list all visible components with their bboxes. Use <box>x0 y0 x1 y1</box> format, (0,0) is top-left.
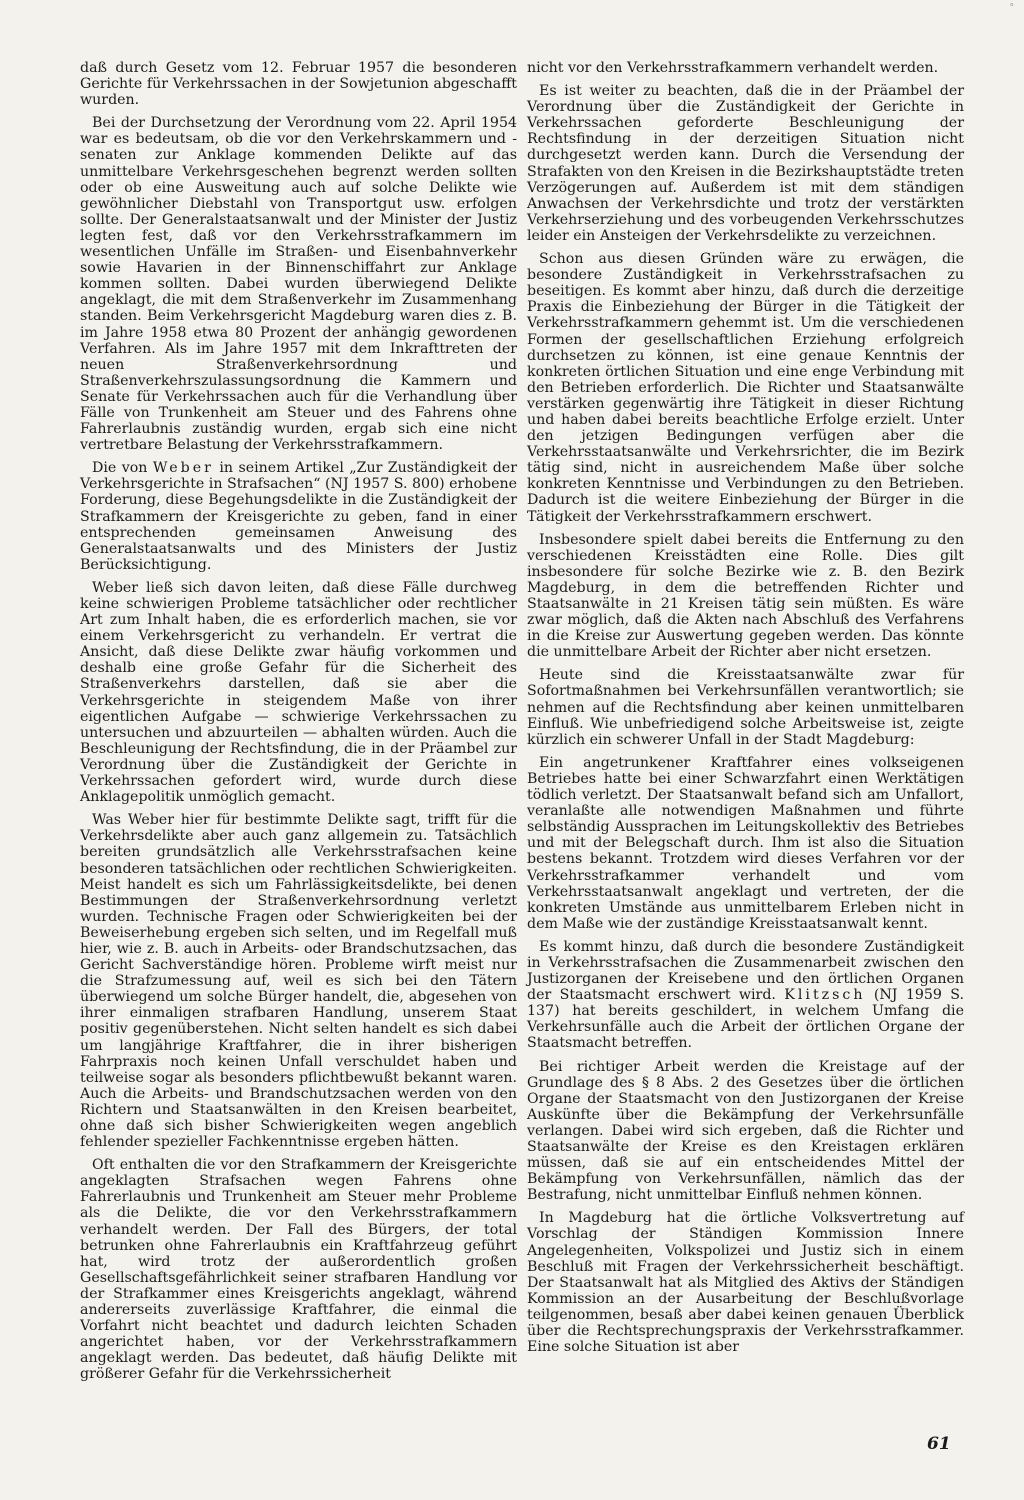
paragraph: Heute sind die Kreisstaatsanwälte zwar für Sofortmaßnahmen bei Verkehrsunfällen verantwortlich; sie nehmen auf die Rechtsfindung aber keinen unmittelbaren Einfluß. Wie unbefriedigend solche Arbeitsweise ist, zeigte kürzlich ein schwerer Unfall in der Stadt Magdeburg: <box>527 667 964 748</box>
paragraph: nicht vor den Verkehrsstrafkammern verhandelt werden. <box>527 60 939 76</box>
right-column <box>527 60 964 1362</box>
paragraph: Ein angetrunkener Kraftfahrer eines volkseigenen Betriebes hatte bei einer Schwarzfahrt einen Werktätigen tödlich verletzt. Der Staatsanwalt befand sich am Unfallort, veranlaßte alle notwendigen Maßnahmen und führte selbständig Aussprachen im Leitungskollektiv des Betriebes und mit der Belegschaft durch. Ihm ist also die Situation bestens bekannt. Trotzdem wird dieses Verfahren vor der Verkehrsstrafkammer verhandelt und vom Verkehrsstaatsanwalt angeklagt und vertreten, der die konkreten Umstände aus unmittelbarem Erleben nicht in dem Maße wie der zuständige Kreisstaatsanwalt kennt. <box>527 754 964 932</box>
spaced-author-name: Weber <box>152 460 214 477</box>
paragraph: Weber ließ sich davon leiten, daß diese Fälle durchweg keine schwierigen Probleme tatsächlicher oder rechtlicher Art zum Inhalt haben, die es erforderlich machen, sie vor einem Verkehrsgericht zu verhandeln. Er vertrat die Ansicht, daß diese Delikte zwar häufig vorkommen und deshalb eine große Gefahr für die Sicherheit des Straßenverkehrs darstellen, daß sie aber die Verkehrsgerichte in steigendem Maße von ihrer eigentlichen Aufgabe — schwierige Verkehrssachen zu untersuchen und abzuurteilen — abhalten würden. Auch die Beschleunigung der Rechtsfindung, die in der Präambel zur Verordnung über die Zuständigkeit der Gerichte in Verkehrssachen gefordert wird, wurde durch diese Anklagepolitik unmöglich gemacht. <box>80 579 517 806</box>
paragraph-text-after: (NJ 1959 S. 137) hat bereits geschildert, in welchem Umfang die Verkehrsunfälle auch die Arbeit der örtlichen Organe der Staatsmacht betreffen. <box>527 987 964 1052</box>
paragraph-text-before: Die von <box>92 460 153 477</box>
left-column <box>80 60 517 1390</box>
paragraph: Schon aus diesen Gründen wäre zu erwägen, die besondere Zuständigkeit in Verkehrsstrafsachen zu beseitigen. Es kommt aber hinzu, daß durch die derzeitige Praxis die Einbeziehung der Bürger in die Tätigkeit der Verkehrsstrafkammern gehemmt ist. Um die verschiedenen Formen der gesellschaftlichen Erziehung erfolgreich durchsetzen zu können, ist eine genaue Kenntnis der konkreten örtlichen Situation und eine enge Verbindung mit den Betrieben erforderlich. Die Richter und Staatsanwälte verstärken gegenwärtig ihre Tätigkeit in dieser Richtung und haben dabei bereits beachtliche Erfolge erzielt. Unter den jetzigen Bedingungen verfügen aber die Verkehrsstaatsanwälte und Verkehrsrichter, die im Bezirk tätig sind, nicht in ausreichendem Maße über solche konkreten Kenntnisse und Verbindungen zu den Betrieben. Dadurch ist die weitere Einbeziehung der Bürger in die Tätigkeit der Verkehrsstrafkammern erschwert. <box>527 251 964 525</box>
paragraph: Bei richtiger Arbeit werden die Kreistage auf der Grundlage des § 8 Abs. 2 des Gesetzes über die örtlichen Organe der Staatsmacht von den Justizorganen der Kreise Auskünfte über die Bekämpfung der Verkehrsunfälle verlangen. Dabei wird sich ergeben, daß die Richter und Staatsanwälte der Kreise es den Kreistagen erklären müssen, daß sie auf ein entscheidendes Mittel der Bekämpfung von Verkehrsunfällen, nämlich das der Bestrafung, nicht unmittelbar Einfluß nehmen können. <box>527 1058 964 1204</box>
paragraph: Oft enthalten die vor den Strafkammern der Kreisgerichte angeklagten Strafsachen wegen Fahrens ohne Fahrerlaubnis und Trunkenheit am Steuer mehr Probleme als die Delikte, die vor den Verkehrsstrafkammern verhandelt werden. Der Fall des Bürgers, der total betrunken ohne Fahrerlaubnis ein Kraftfahrzeug geführt hat, wird trotz der außerordentlich großen Gesellschaftsgefährlichkeit seiner strafbaren Handlung vor der Strafkammer eines Kreisgerichts angeklagt, während andererseits zuverlässige Kraftfahrer, die einmal die Vorfahrt nicht beachtet und dadurch leichten Schaden angerichtet haben, vor der Verkehrsstrafkammern angeklagt werden. Das bedeutet, daß häufig Delikte mit größerer Gefahr für die Verkehrssicherheit <box>80 1157 517 1383</box>
paragraph: In Magdeburg hat die örtliche Volksvertretung auf Vorschlag der Ständigen Kommission Innere Angelegenheiten, Volkspolizei und Justiz sich in einem Beschluß mit Fragen der Verkehrssicherheit beschäftigt. Der Staatsanwalt hat als Mitglied des Aktivs der Ständigen Kommission an der Ausarbeitung der Beschlußvorlage teilgenommen, besaß aber dabei keinen genauen Überblick über die Rechtsprechungspraxis der Verkehrsstrafkammer. Eine solche Situation ist aber <box>527 1210 964 1356</box>
paragraph <box>80 460 517 573</box>
paragraph-text: Es kommt hinzu, daß durch die besondere Zuständigkeit in Verkehrsstrafsachen die Zusammenarbeit zwischen den Justizorganen der Kreisebene und den örtlichen Organen der Staatsmacht erschwert wird. <box>527 938 964 1004</box>
paragraph <box>527 939 964 1052</box>
paragraph-text: in seinem Artikel „Zur Zuständigkeit der Verkehrsgerichte in Strafsachen“ (NJ 1957 S. 800) erhobene Forderung, diese Begehungsdelikte in die Zuständigkeit der Strafkammern der Kreisgerichte zu geben, fand in einer entsprechenden gemeinsamen Anweisung des Generalstaatsanwalts und des Ministers der Justiz Berücksichtigung. <box>80 460 518 573</box>
spaced-author-name: Klitzsch <box>784 987 866 1004</box>
paragraph: Bei der Durchsetzung der Verordnung vom 22. April 1954 war es bedeutsam, ob die vor den Verkehrskammern und -senaten zur Anklage kommenden Delikte auf das unmittelbare Verkehrsgeschehen begrenzt werden sollten oder ob eine Ausweitung auch auf solche Delikte wie gewöhnlicher Diebstahl von Transportgut usw. erfolgen sollte. Der Generalstaatsanwalt und der Minister der Justiz legten fest, daß vor den Verkehrsstrafkammern im wesentlichen Unfälle im Straßen- und Eisenbahnverkehr sowie Havarien in der Binnenschiffahrt zur Anklage kommen sollten. Dabei wurden überwiegend Delikte angeklagt, die mit dem Straßenverkehr im Zusammenhang standen. Beim Verkehrsgericht Magdeburg waren dies z. B. im Jahre 1958 etwa 80 Prozent der anhängig gewordenen Verfahren. Als im Jahre 1957 mit dem Inkrafttreten der neuen Straßenverkehrsordnung und Straßenverkehrszulassungsordnung die Kammern und Senate für Verkehrssachen auch für die Verhandlung über Fälle von Trunkenheit am Steuer und des Fahrens ohne Fahrerlaubnis zuständig wurden, ergab sich eine nicht vertretbare Belastung der Verkehrsstrafkammern. <box>80 115 517 454</box>
paragraph: Was Weber hier für bestimmte Delikte sagt, trifft für die Verkehrsdelikte aber auch ganz allgemein zu. Tatsächlich bereiten grundsätzlich alle Verkehrsstrafsachen keine besonderen tatsächlichen oder rechtlichen Schwierigkeiten. Meist handelt es sich um Fahrlässigkeitsdelikte, bei denen Bestimmungen der Straßenverkehrsordnung verletzt wurden. Technische Fragen oder Schwierigkeiten bei der Beweiserhebung ergeben sich selten, und im Regelfall muß hier, wie z. B. auch in Arbeits- oder Brandschutzsachen, das Gericht Sachverständige hören. Probleme wirft meist nur die Strafzumessung auf, weil es sich bei den Tätern überwiegend um solche Bürger handelt, die, abgesehen von ihrer einmaligen strafbaren Handlung, unserem Staat positiv gegenüberstehen. Nicht selten handelt es sich dabei um langjährige Kraftfahrer, die in ihrer bisherigen Fahrpraxis noch keinen Unfall verschuldet haben und teilweise sogar als besonders pflichtbewußt bekannt waren. Auch die Arbeits- und Brandschutzsachen werden von den Richtern und Staatsanwälten in den Kreisen bearbeitet, ohne daß sich bisher Schwierigkeiten wegen angeblich fehlender spezieller Fachkenntnisse ergeben hätten. <box>80 812 517 1151</box>
paragraph: Insbesondere spielt dabei bereits die Entfernung zu den verschiedenen Kreisstädten eine Rolle. Dies gilt insbesondere für solche Bezirke wie z. B. den Bezirk Magdeburg, in dem die betreffenden Richter und Staatsanwälte in 21 Kreisen tätig sein müßten. Es wäre zwar möglich, daß die Akten nach Abschluß des Verfahrens in die Kreise zur Auswertung gegeben werden. Das könnte die unmittelbare Arbeit der Richter aber nicht ersetzen. <box>527 531 964 661</box>
page-number: 61 <box>927 1434 951 1454</box>
paragraph: daß durch Gesetz vom 12. Februar 1957 die besonderen Gerichte für Verkehrssachen in der Sowjetunion abgeschafft wurden. <box>80 60 517 109</box>
corner-mark: ° <box>1009 3 1014 13</box>
paragraph: Es ist weiter zu beachten, daß die in der Präambel der Verordnung über die Zuständigkeit der Gerichte in Verkehrssachen geforderte Beschleunigung der Rechtsfindung in der derzeitigen Situation nicht durchgesetzt werden kann. Durch die Versendung der Strafakten von den Kreisen in die Bezirkshauptstädte treten Verzögerungen auf. Außerdem ist mit dem ständigen Anwachsen der Verkehrsdichte und trotz der verstärkten Verkehrserziehung und des vorbeugenden Verkehrsschutzes leider ein Ansteigen der Verkehrsdelikte zu verzeichnen. <box>527 83 964 244</box>
